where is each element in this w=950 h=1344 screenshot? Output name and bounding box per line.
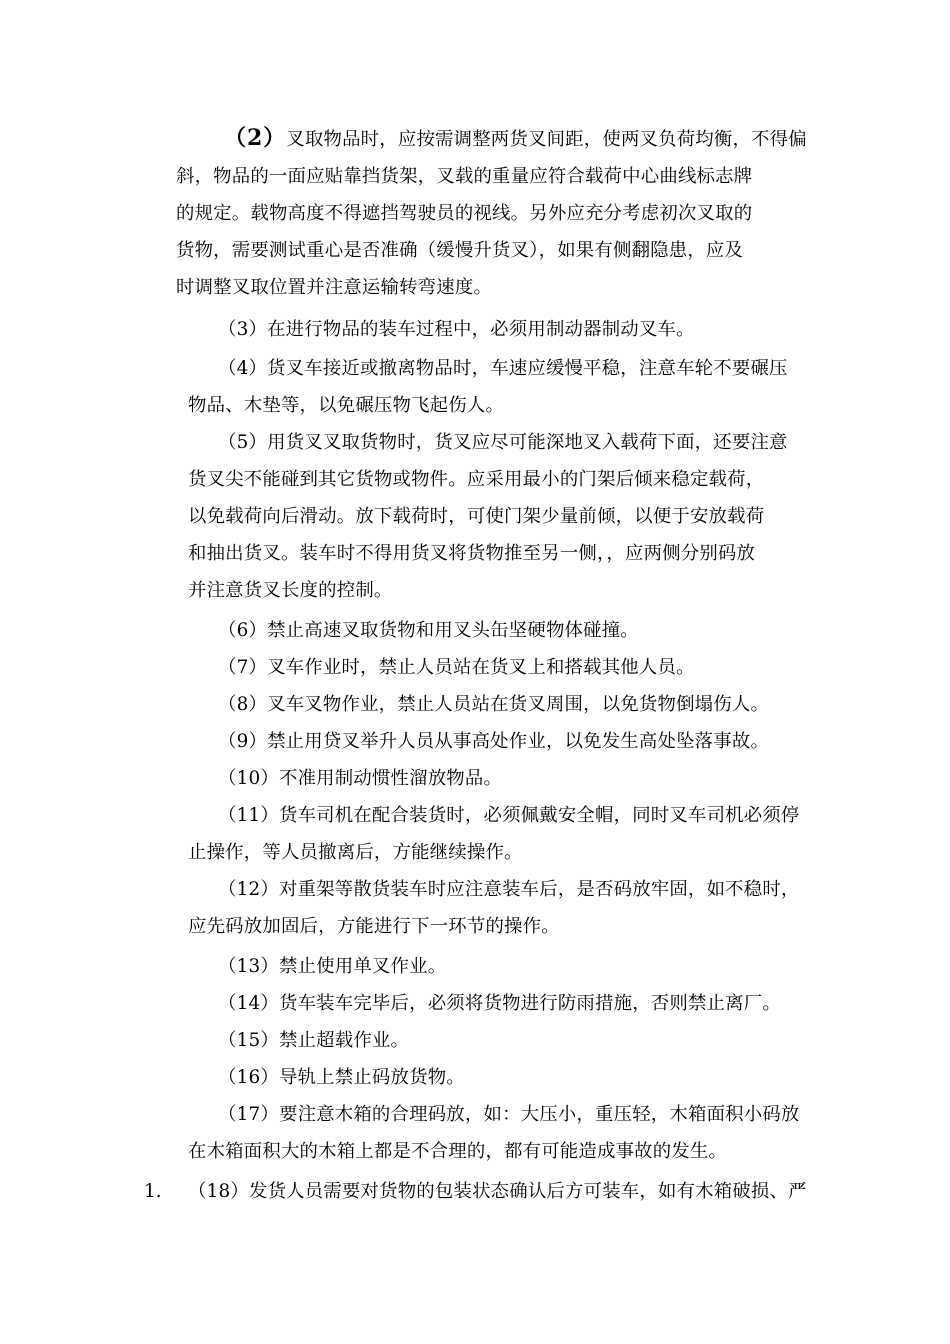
paragraph-17 — [188, 1096, 808, 1170]
list-item — [188, 1173, 808, 1210]
paragraph-line: （15）禁止超载作业。 — [218, 1030, 410, 1051]
paragraph-line: 斜，物品的一面应贴靠挡货架，叉载的重量应符合载荷中心曲线标志牌 — [176, 166, 753, 187]
paragraph-line: 和抽出货叉。装车时不得用货叉将货物推至另一侧，，应两侧分别码放 — [188, 543, 756, 564]
paragraph-line: （8）叉车叉物作业，禁止人员站在货叉周围，以免货物倒塌伤人。 — [218, 694, 770, 715]
paragraph-4 — [188, 350, 808, 424]
paragraph-line: 以免载荷向后滑动。放下载荷时，可使门架少量前倾，以便于安放载荷 — [188, 506, 765, 527]
paragraph-7 — [218, 649, 808, 686]
paragraph-line: （5）用货叉叉取货物时，货叉应尽可能深地叉入载荷下面，还要注意 — [218, 432, 788, 453]
paragraph-line: （10）不准用制动惯性溜放物品。 — [218, 768, 503, 789]
paragraph-line: （9）禁止用贷叉举升人员从事高处作业，以免发生高处坠落事故。 — [218, 731, 770, 752]
paragraph-line: （12）对重架等散货装车时应注意装车后，是否码放牢固，如不稳时， — [218, 879, 800, 900]
paragraph-16 — [218, 1059, 808, 1096]
paragraph-line: （2）叉取物品时，应按需调整两货叉间距，使两叉负荷均衡，不得偏 — [224, 125, 807, 151]
paragraph-line: （3）在进行物品的装车过程中，必须用制动器制动叉车。 — [218, 319, 695, 340]
paragraph-line: （7）叉车作业时，禁止人员站在货叉上和搭载其他人员。 — [218, 657, 695, 678]
paragraph-line: 在木箱面积大的木箱上都是不合理的，都有可能造成事故的发生。 — [188, 1141, 728, 1162]
paragraph-12 — [188, 871, 808, 945]
paragraph-15 — [218, 1022, 808, 1059]
paragraph-2 — [176, 120, 808, 306]
paragraph-number: （2） — [224, 125, 287, 151]
paragraph-13 — [218, 948, 808, 985]
paragraph-line: （18）发货人员需要对货物的包装状态确认后方可装车，如有木箱破损、严 — [188, 1181, 807, 1202]
paragraph-14 — [218, 985, 808, 1022]
paragraph-5 — [188, 424, 808, 609]
paragraph-11 — [188, 797, 808, 871]
paragraph-3 — [218, 311, 808, 348]
paragraph-8 — [218, 686, 808, 723]
paragraph-6 — [218, 612, 808, 649]
paragraph-line: （4）货叉车接近或撤离物品时，车速应缓慢平稳，注意车轮不要碾压 — [218, 358, 788, 379]
paragraph-line: 货物，需要测试重心是否准确（缓慢升货叉），如果有侧翻隐患，应及 — [176, 240, 744, 261]
paragraph-line: （14）货车装车完毕后，必须将货物进行防雨措施，否则禁止离厂。 — [218, 993, 781, 1014]
paragraph-line: 物品、木垫等，以免碾压物飞起伤人。 — [188, 395, 505, 416]
paragraph-line: 应先码放加固后，方能进行下一环节的操作。 — [188, 916, 560, 937]
paragraph-line: （17）要注意木箱的合理码放，如：大压小，重压轻，木箱面积小码放 — [218, 1104, 800, 1125]
paragraph-9 — [218, 723, 808, 760]
paragraph-line: （6）禁止高速叉取货物和用叉头缶坚硬物体碰撞。 — [218, 620, 639, 641]
paragraph-line: 止操作，等人员撤离后，方能继续操作。 — [188, 842, 523, 863]
paragraph-line: 的规定。载物高度不得遮挡驾驶员的视线。另外应充分考虑初次叉取的 — [176, 203, 753, 224]
list-marker: 1. — [144, 1181, 162, 1202]
paragraph-line: 时调整叉取位置并注意运输转弯速度。 — [176, 277, 493, 298]
paragraph-line: （16）导轨上禁止码放货物。 — [218, 1067, 465, 1088]
paragraph-line: （13）禁止使用单叉作业。 — [218, 956, 447, 977]
paragraph-line: 并注意货叉长度的控制。 — [188, 580, 393, 601]
paragraph-line: 货叉尖不能碰到其它货物或物件。应采用最小的门架后倾来稳定载荷， — [188, 469, 765, 490]
paragraph-line: （11）货车司机在配合装货时，必须佩戴安全帽，同时叉车司机必须停 — [218, 805, 800, 826]
paragraph-10 — [218, 760, 808, 797]
